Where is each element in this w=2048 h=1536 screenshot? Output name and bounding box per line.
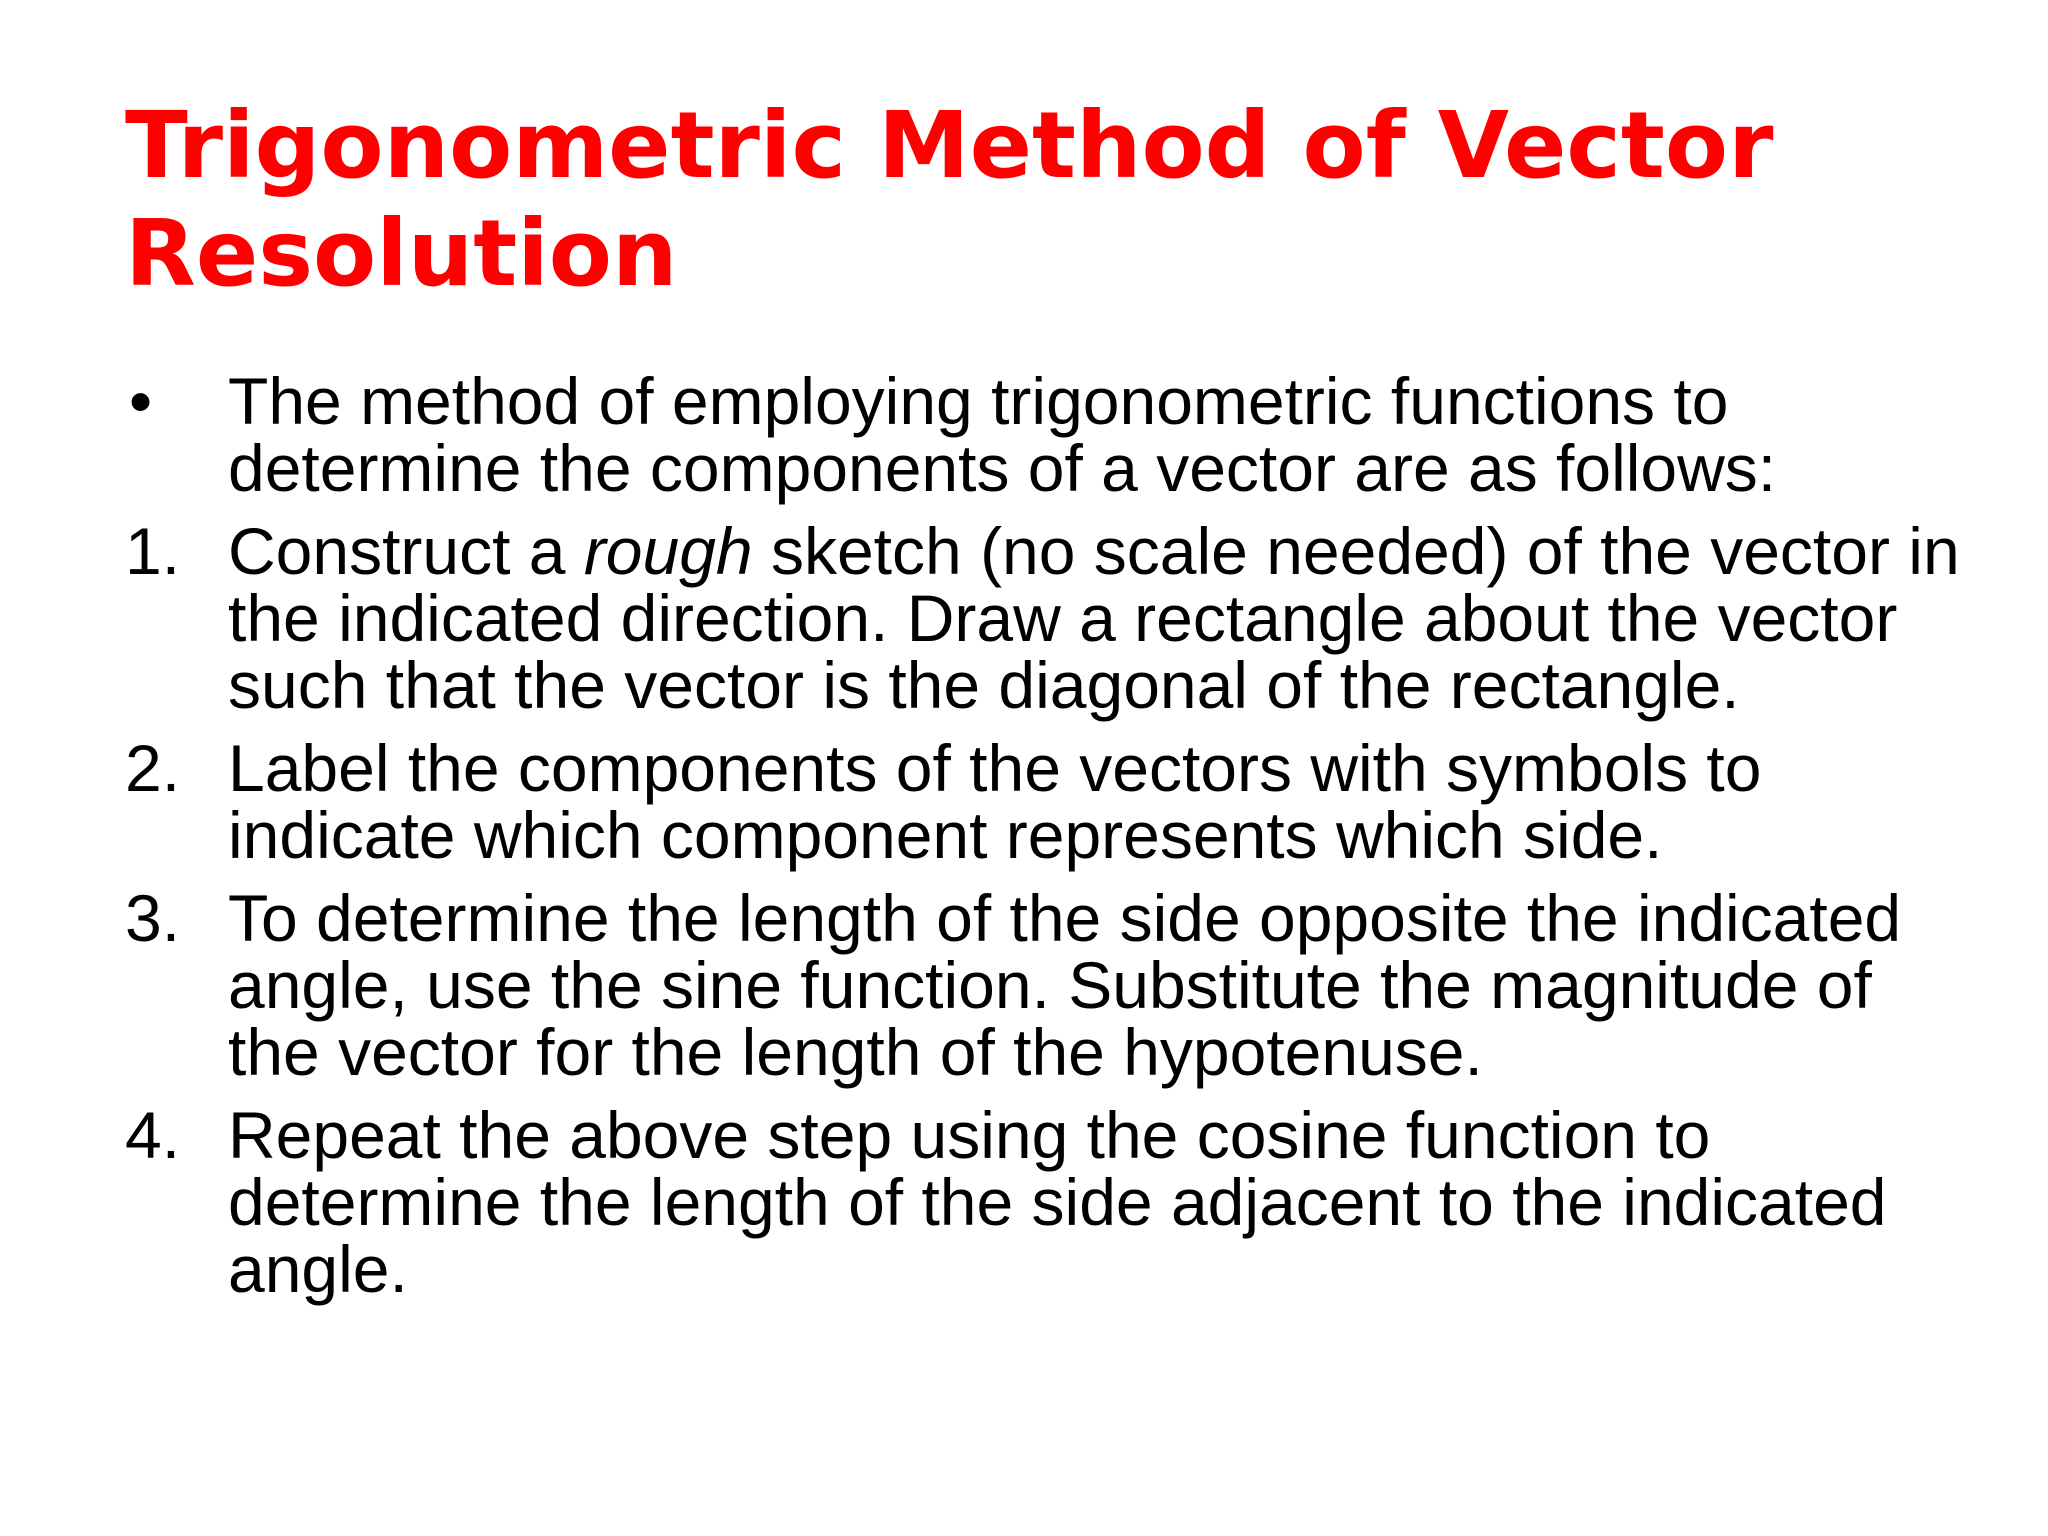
step-1-text-end: sketch (no scale needed) of the vector in the indicated direction. Draw a rectangle about the vector such that the vector is the diagonal of the rectangle.	[228, 514, 1960, 722]
intro-bullet-item	[125, 364, 1975, 505]
step-1-text	[228, 514, 1960, 722]
step-2-number: 2.	[125, 731, 181, 805]
step-3-number: 3.	[125, 881, 181, 955]
step-3-item	[125, 881, 1975, 1089]
slide-title: Trigonometric Method of Vector Resolution	[125, 92, 1774, 307]
step-2-text: Label the components of the vectors with symbols to indicate which component represents which side.	[228, 731, 1762, 872]
bullet-marker: •	[129, 364, 153, 438]
intro-text: The method of employing trigonometric functions to determine the components of a vector are as follows:	[228, 364, 1777, 505]
step-3-text: To determine the length of the side opposite the indicated angle, use the sine function. Substitute the magnitude of the vector for the length of the hypotenuse.	[228, 881, 1902, 1089]
step-4-text: Repeat the above step using the cosine function to determine the length of the side adjacent to the indicated angle.	[228, 1098, 1887, 1306]
step-4-number: 4.	[125, 1098, 181, 1172]
step-2-item	[125, 731, 1975, 872]
step-1-number: 1.	[125, 514, 181, 588]
step-1-emphasis: rough	[583, 514, 753, 588]
slide-content	[125, 364, 1975, 1319]
step-4-item	[125, 1098, 1975, 1306]
step-1-item	[125, 514, 1975, 722]
step-1-text-start: Construct a	[228, 514, 584, 588]
